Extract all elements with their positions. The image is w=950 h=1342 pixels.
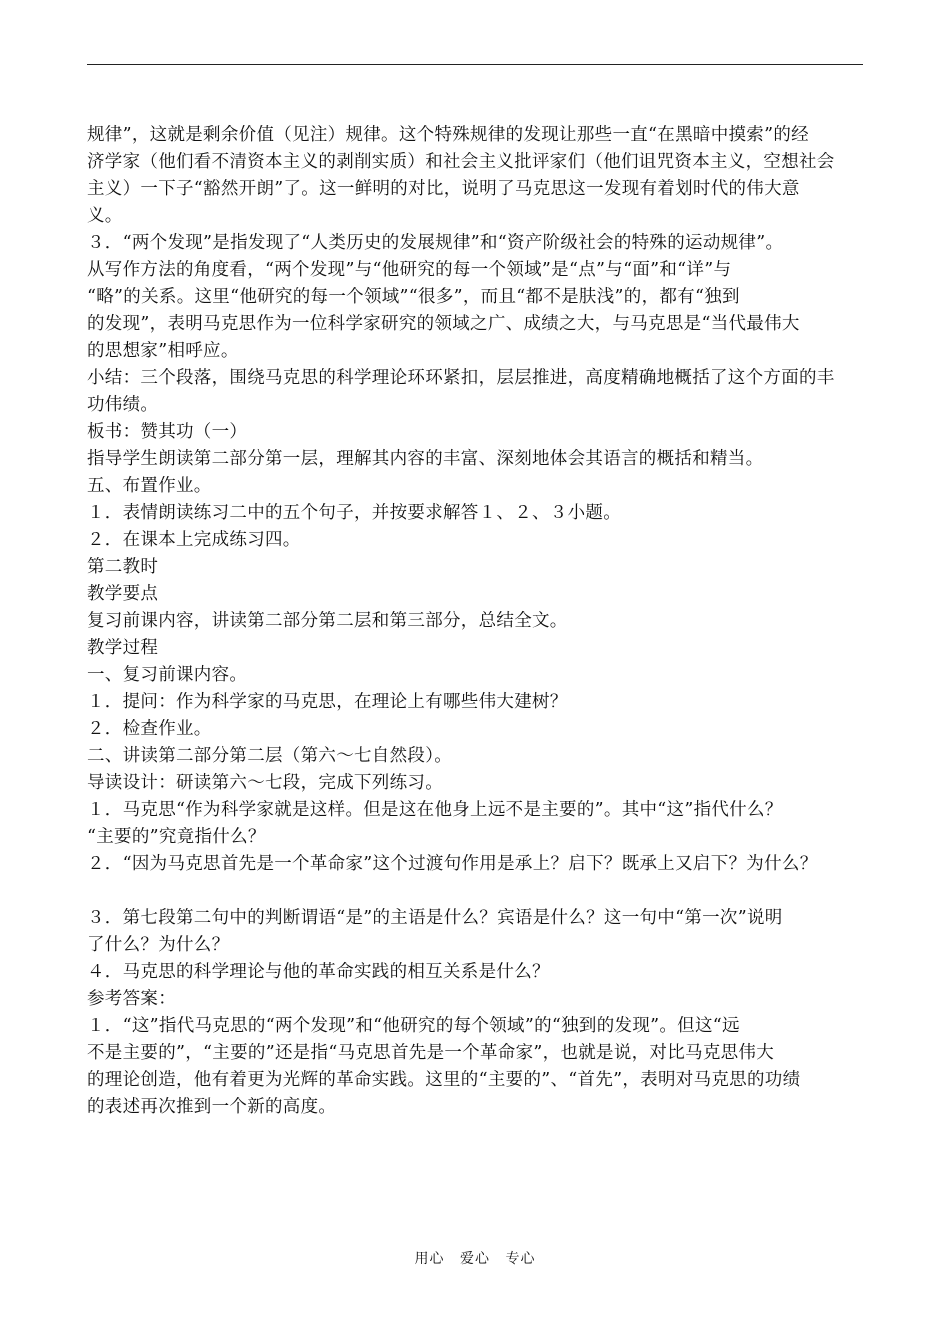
- text-line: ４．马克思的科学理论与他的革命实践的相互关系是什么？: [87, 962, 550, 982]
- text-line: 第二教时: [87, 557, 159, 577]
- text-line: 板书：赞其功（一）: [87, 422, 248, 442]
- text-line: 复习前课内容，讲读第二部分第二层和第三部分，总结全文。: [87, 611, 568, 631]
- text-line: 的思想家”相呼应。: [87, 341, 239, 361]
- text-line: 导读设计：研读第六～七段，完成下列练习。: [87, 773, 443, 793]
- text-line-blank: [87, 878, 877, 905]
- text-line: 的理论创造，他有着更为光辉的革命实践。这里的“主要的”、“首先”，表明对马克思的功绩: [87, 1070, 801, 1090]
- text-line: ２．检查作业。: [87, 719, 212, 739]
- text-line: １．提问：作为科学家的马克思，在理论上有哪些伟大建树？: [87, 692, 568, 712]
- text-line: 主义）一下子“豁然开朗”了。这一鲜明的对比，说明了马克思这一发现有着划时代的伟大意: [87, 179, 800, 199]
- text-line: 的表述再次推到一个新的高度。: [87, 1097, 337, 1117]
- text-line: 济学家（他们看不清资本主义的剥削实质）和社会主义批评家们（他们诅咒资本主义，空想社会: [87, 152, 835, 172]
- text-line: 教学过程: [87, 638, 159, 658]
- text-line: 从写作方法的角度看，“两个发现”与“他研究的每一个领域”是“点”与“面”和“详”与: [87, 260, 732, 280]
- text-line: 教学要点: [87, 584, 159, 604]
- header-rule: [87, 64, 863, 65]
- text-line: １．马克思“作为科学家就是这样。但是这在他身上远不是主要的”。其中“这”指代什么？: [87, 800, 783, 820]
- text-line: “主要的”究竟指什么？: [87, 827, 266, 847]
- text-line: ３．第七段第二句中的判断谓语“是”的主语是什么？宾语是什么？这一句中“第一次”说明: [87, 908, 783, 928]
- text-line: 五、布置作业。: [87, 476, 212, 496]
- text-line: １．“这”指代马克思的“两个发现”和“他研究的每个领域”的“独到的发现”。但这“远: [87, 1016, 740, 1036]
- text-line: 了什么？为什么？: [87, 935, 230, 955]
- text-line: “略”的关系。这里“他研究的每一个领域”“很多”，而且“都不是肤浅”的，都有“独到: [87, 287, 740, 307]
- page-footer: 用心 爱心 专心: [414, 1251, 536, 1267]
- text-line: 的发现”，表明马克思作为一位科学家研究的领域之广、成绩之大，与马克思是“当代最伟大: [87, 314, 800, 334]
- text-line: 功伟绩。: [87, 395, 159, 415]
- text-line: ３．“两个发现”是指发现了“人类历史的发展规律”和“资产阶级社会的特殊的运动规律”。: [87, 233, 784, 253]
- text-line: １．表情朗读练习二中的五个句子，并按要求解答１、２、３小题。: [87, 503, 621, 523]
- text-line: 参考答案：: [87, 989, 176, 1009]
- text-line: ２．“因为马克思首先是一个革命家”这个过渡句作用是承上？启下？既承上又启下？为什么？: [87, 854, 818, 874]
- text-line: 规律”，这就是剩余价值（见注）规律。这个特殊规律的发现让那些一直“在黑暗中摸索”的经: [87, 125, 809, 145]
- text-line: 义。: [87, 206, 123, 226]
- text-line: ２．在课本上完成练习四。: [87, 530, 301, 550]
- text-line: 二、讲读第二部分第二层（第六～七自然段）。: [87, 746, 453, 766]
- text-line: 指导学生朗读第二部分第一层，理解其内容的丰富、深刻地体会其语言的概括和精当。: [87, 449, 764, 469]
- document-body: [87, 122, 877, 1121]
- text-line: 一、复习前课内容。: [87, 665, 248, 685]
- text-line: 不是主要的”，“主要的”还是指“马克思首先是一个革命家”，也就是说，对比马克思伟大: [87, 1043, 775, 1063]
- text-line: 小结：三个段落，围绕马克思的科学理论环环紧扣，层层推进，高度精确地概括了这个方面的丰: [87, 368, 835, 388]
